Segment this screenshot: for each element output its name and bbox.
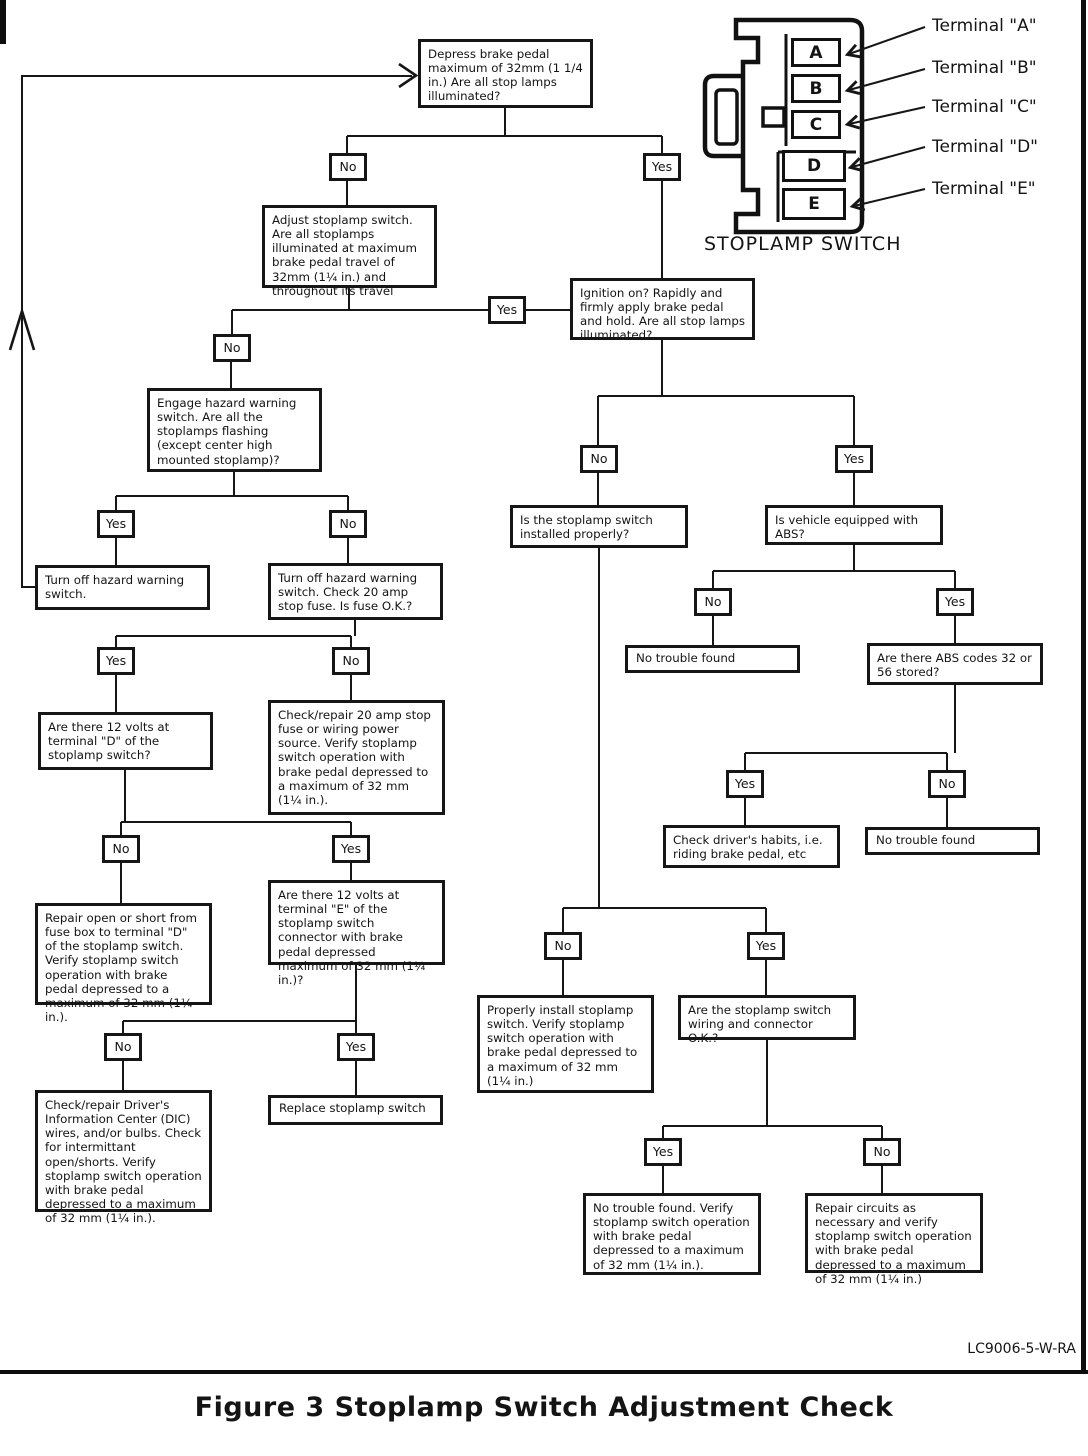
flow-node-replace-switch: Replace stoplamp switch [268, 1095, 443, 1125]
branch-label-yes: No [104, 1033, 142, 1061]
branch-label-no: No [580, 445, 618, 473]
branch-label-no: No [863, 1138, 901, 1166]
branch-label-yes: Yes [747, 932, 785, 960]
flow-node-no-trouble-found-1: No trouble found [625, 645, 800, 673]
terminal-b-label: Terminal "B" [932, 58, 1037, 78]
flow-node-check-repair-dic: Check/repair Driver's Information Center (DIC) wires, and/or bulbs. Check for intermittant open/shorts. Verify stoplamp switch operation with brake pedal depressed to a maximum of 32 mm (1¼ in.). [35, 1090, 212, 1212]
flow-node-turn-off-hazard-fuse: Turn off hazard warning switch. Check 20 amp stop fuse. Is fuse O.K.? [268, 563, 443, 620]
branch-label-yes: Yes [726, 770, 764, 798]
flow-node-abs-equipped: Is vehicle equipped with ABS? [765, 505, 943, 545]
flow-node-turn-off-hazard: Turn off hazard warning switch. [35, 565, 210, 610]
page-border-bottom [0, 1370, 1088, 1374]
branch-label-yes: Yes [97, 510, 135, 538]
flow-node-12v-terminal-e: Are there 12 volts at terminal "E" of the stoplamp switch connector with brake pedal depressed maximum of 32 mm (1¼ in.)? [268, 880, 445, 965]
branch-label-no: No [329, 153, 367, 181]
branch-label-yes: Yes [488, 296, 526, 324]
flow-node-no-trouble-found-2: No trouble found [865, 827, 1040, 855]
branch-label-yes: Yes [97, 647, 135, 675]
figure-caption: Figure 3 Stoplamp Switch Adjustment Check [194, 1392, 894, 1423]
flow-node-properly-install: Properly install stoplamp switch. Verify stoplamp switch operation with brake pedal depressed to a maximum of 32 mm (1¼ in.) [477, 995, 654, 1093]
flow-node-engage-hazard: Engage hazard warning switch. Are all the stoplamps flashing (except center high mounted stoplamp)? [147, 388, 322, 472]
switch-diagram-caption: STOPLAMP SWITCH [704, 233, 902, 255]
branch-label-no: No [694, 588, 732, 616]
flow-node-no-trouble-verify: No trouble found. Verify stoplamp switch operation with brake pedal depressed to a maximum of 32 mm (1¼ in.). [583, 1193, 761, 1275]
flow-node-wiring-connector-ok: Are the stoplamp switch wiring and connector O.K.? [678, 995, 856, 1040]
flow-node-adjust-switch: Adjust stoplamp switch. Are all stoplamps illuminated at maximum brake pedal travel of 32mm (1¼ in.) and throughout its travel [262, 205, 437, 288]
branch-label-no: Yes [337, 1033, 375, 1061]
branch-label-yes: Yes [332, 835, 370, 863]
branch-label-no: No [544, 932, 582, 960]
flow-node-repair-open-short: Repair open or short from fuse box to terminal "D" of the stoplamp switch. Verify stoplamp switch operation with brake pedal depressed to a maximum of 32 mm (1¼ in.). [35, 903, 212, 1005]
flow-node-depress-pedal: Depress brake pedal maximum of 32mm (1 1/4 in.) Are all stop lamps illuminated? [418, 39, 593, 108]
flow-node-ignition-on: Ignition on? Rapidly and firmly apply brake pedal and hold. Are all stop lamps illuminated? [570, 278, 755, 340]
branch-label-yes: Yes [643, 153, 681, 181]
part-number: LC9006-5-W-RA [967, 1341, 1076, 1357]
flow-node-driver-habits: Check driver's habits, i.e. riding brake pedal, etc [663, 825, 840, 868]
branch-label-no: No [329, 510, 367, 538]
terminal-box-c: C [791, 110, 841, 139]
terminal-box-a: A [791, 38, 841, 67]
scan-edge-mark [0, 0, 6, 44]
terminal-e-label: Terminal "E" [932, 179, 1036, 199]
branch-label-no: No [928, 770, 966, 798]
flow-node-abs-codes: Are there ABS codes 32 or 56 stored? [867, 643, 1043, 685]
page-border-right [1081, 0, 1086, 1373]
branch-label-yes: Yes [936, 588, 974, 616]
terminal-c-label: Terminal "C" [932, 97, 1037, 117]
branch-label-no: No [332, 647, 370, 675]
flow-node-12v-terminal-d: Are there 12 volts at terminal "D" of the stoplamp switch? [38, 712, 213, 770]
branch-label-no: No [213, 334, 251, 362]
terminal-box-b: B [791, 74, 841, 103]
terminal-a-label: Terminal "A" [932, 16, 1037, 36]
branch-label-yes: Yes [835, 445, 873, 473]
terminal-box-d: D [782, 150, 846, 182]
flow-node-installed-properly: Is the stoplamp switch installed properly? [510, 505, 688, 548]
branch-label-no: No [102, 835, 140, 863]
terminal-d-label: Terminal "D" [932, 137, 1038, 157]
branch-label-yes: Yes [644, 1138, 682, 1166]
terminal-box-e: E [782, 188, 846, 220]
flow-node-repair-circuits: Repair circuits as necessary and verify stoplamp switch operation with brake pedal depressed to a maximum of 32 mm (1¼ in.) [805, 1193, 983, 1273]
flow-node-check-repair-fuse: Check/repair 20 amp stop fuse or wiring power source. Verify stoplamp switch operation with brake pedal depressed to a maximum of 32 mm (1¼ in.). [268, 700, 445, 815]
